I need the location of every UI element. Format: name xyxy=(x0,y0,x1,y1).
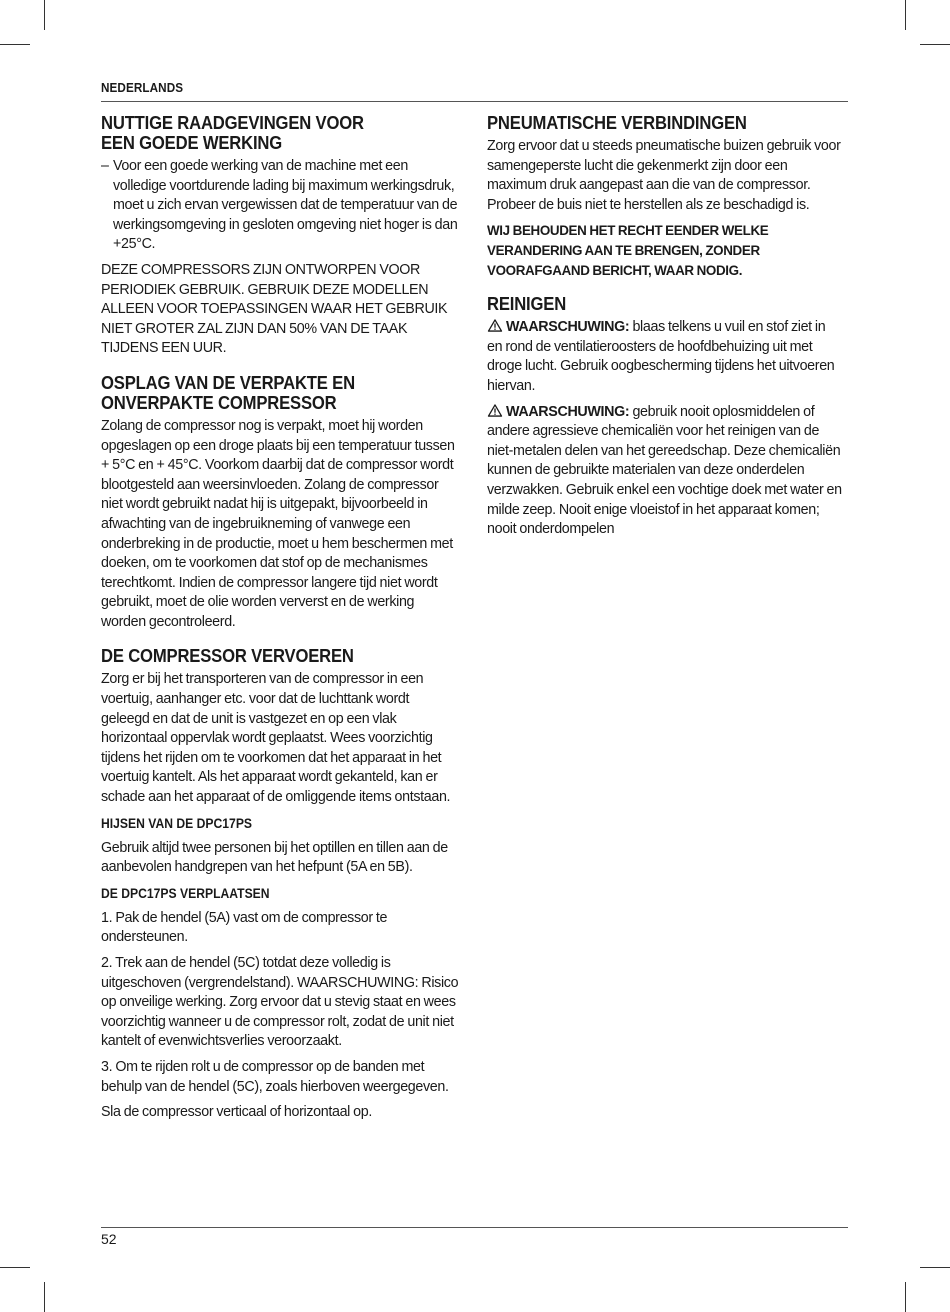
crop-mark xyxy=(44,1282,45,1312)
dash-text: Voor een goede werking van de machine met een volledige voortdurende lading bij maximum werkingsdruk, moet u zich ervan vergewissen dat de temperatuur van de werkingsomgeving in gesloten omgeving niet hoger is dan +25°C. xyxy=(113,158,458,253)
subsection-title: HIJSEN VAN DE DPC17PS xyxy=(101,815,253,831)
section-title: REINIGEN xyxy=(487,293,567,315)
page-number: 52 xyxy=(101,1231,117,1247)
footer-rule xyxy=(101,1227,848,1228)
section-pneumatic xyxy=(487,113,843,280)
section-operating-tips xyxy=(101,113,459,359)
step-3: 3. Om te rijden rolt u de compressor op de banden met behulp van de hendel (5C), zoals hierboven weergegeven. xyxy=(101,1058,449,1095)
paragraph: Zolang de compressor nog is verpakt, moet hij worden opgeslagen op een droge plaats bij een temperatuur tussen + 5°C en + 45°C. Voorkom daarbij dat de compressor wordt blootgesteld aan weersinvloeden. Zolang de compressor niet wordt gebruikt nadat hij is uitgepakt, bijvoorbeeld in afwachting van de ingebruikneming of vanwege een onderbreking in de productie, moet u hem beschermen met doeken, om te voorkomen dat stof op de mechanismes terechtkomt. Indien de compressor langere tijd niet wordt gebruikt, moet de olie worden ververst en de werking worden gecontroleerd. xyxy=(101,417,455,630)
crop-mark xyxy=(0,1267,30,1268)
caps-paragraph: DEZE COMPRESSORS ZIJN ONTWORPEN VOOR PERIODIEK GEBRUIK. GEBRUIK DEZE MODELLEN ALLEEN VOOR TOEPASSINGEN WAAR HET GEBRUIK NIET GROTER ZAL ZIJN DAN 50% VAN DE TAAK TIJDENS EEN UUR. xyxy=(101,261,448,357)
section-transport xyxy=(101,646,459,1122)
header-rule xyxy=(101,101,848,102)
warning-triangle-icon xyxy=(487,319,503,332)
paragraph: Zorg ervoor dat u steeds pneumatische buizen gebruik voor samengeperste lucht die gekenmerkt zijn door een maximum druk aangepast aan die van de compressor. Probeer de buis niet te herstellen als ze beschadigd is. xyxy=(487,138,841,213)
crop-mark xyxy=(44,0,45,30)
section-title: NUTTIGE RAADGEVINGEN VOOR EEN GOEDE WERKING xyxy=(101,112,364,153)
warning-text: blaas telkens u vuil en stof ziet in en rond de ventilatieroosters de hoofdbehuizing uit met droge lucht. Gebruik oogbescherming tijdens het uitvoeren hiervan. xyxy=(487,319,835,394)
section-title: PNEUMATISCHE VERBINDINGEN xyxy=(487,112,747,133)
section-title: DE COMPRESSOR VERVOEREN xyxy=(101,645,354,667)
section-title: OSPLAG VAN DE VERPAKTE EN ONVERPAKTE COMPRESSOR xyxy=(101,371,355,413)
left-column xyxy=(101,113,459,1137)
warning-label: WAARSCHUWING: xyxy=(506,319,630,336)
subsection-title: DE DPC17PS VERPLAATSEN xyxy=(101,885,270,901)
step-2: 2. Trek aan de hendel (5C) totdat deze volledig is uitgeschoven (vergrendelstand). WAARSCHUWING: Risico op onveilige werking. Zorg ervoor dat u stevig staat en wees voorzichtig wanneer u de compressor rolt, zodat de unit niet kantelt of evenwichtsverlies veroorzaakt. xyxy=(101,955,459,1050)
warning-text: gebruik nooit oplosmiddelen of andere agressieve chemicaliën voor het reinigen van de niet-metalen delen van het gereedschap. Deze chemicaliën kunnen de gebruikte materialen van deze onderdelen verzwakken. Gebruik enkel een vochtige doek met water en milde zeep. Nooit enige vloeistof in het apparaat komen; nooit onderdompelen xyxy=(487,403,842,538)
dash-mark: – xyxy=(101,158,109,174)
paragraph: Zorg er bij het transporteren van de compressor in een voertuig, aanhanger etc. voor dat de luchttank wordt geleegd en dat de unit is vastgezet en op een vlak horizontaal oppervlak wordt geplaatst. Wees voorzichtig tijdens het rijden om te voorkomen dat het apparaat in het voertuig kantelt. Als het apparaat wordt gekanteld, kan er schade aan het apparaat of de omliggende items ontstaan. xyxy=(101,671,451,806)
step-1: 1. Pak de hendel (5A) vast om de compressor te ondersteunen. xyxy=(101,909,388,946)
crop-mark xyxy=(905,1282,906,1312)
running-head: NEDERLANDS xyxy=(101,80,184,95)
crop-mark xyxy=(920,44,950,45)
warning-paragraph xyxy=(487,318,843,396)
dash-item xyxy=(101,157,459,255)
right-column xyxy=(487,113,843,554)
notice-paragraph: WIJ BEHOUDEN HET RECHT EENDER WELKE VERANDERING AAN TE BRENGEN, ZONDER VOORAFGAAND BERICHT, WAAR NODIG. xyxy=(487,223,769,278)
section-cleaning xyxy=(487,294,843,540)
crop-mark xyxy=(920,1267,950,1268)
paragraph: Gebruik altijd twee personen bij het optillen en tillen aan de aanbevolen handgrepen van het hefpunt (5A en 5B). xyxy=(101,839,448,876)
warning-label: WAARSCHUWING: xyxy=(506,403,630,420)
paragraph: Sla de compressor verticaal of horizontaal op. xyxy=(101,1104,372,1121)
crop-mark xyxy=(0,44,30,45)
crop-mark xyxy=(905,0,906,30)
warning-triangle-icon xyxy=(487,404,503,417)
section-storage xyxy=(101,373,459,633)
warning-paragraph xyxy=(487,403,843,540)
